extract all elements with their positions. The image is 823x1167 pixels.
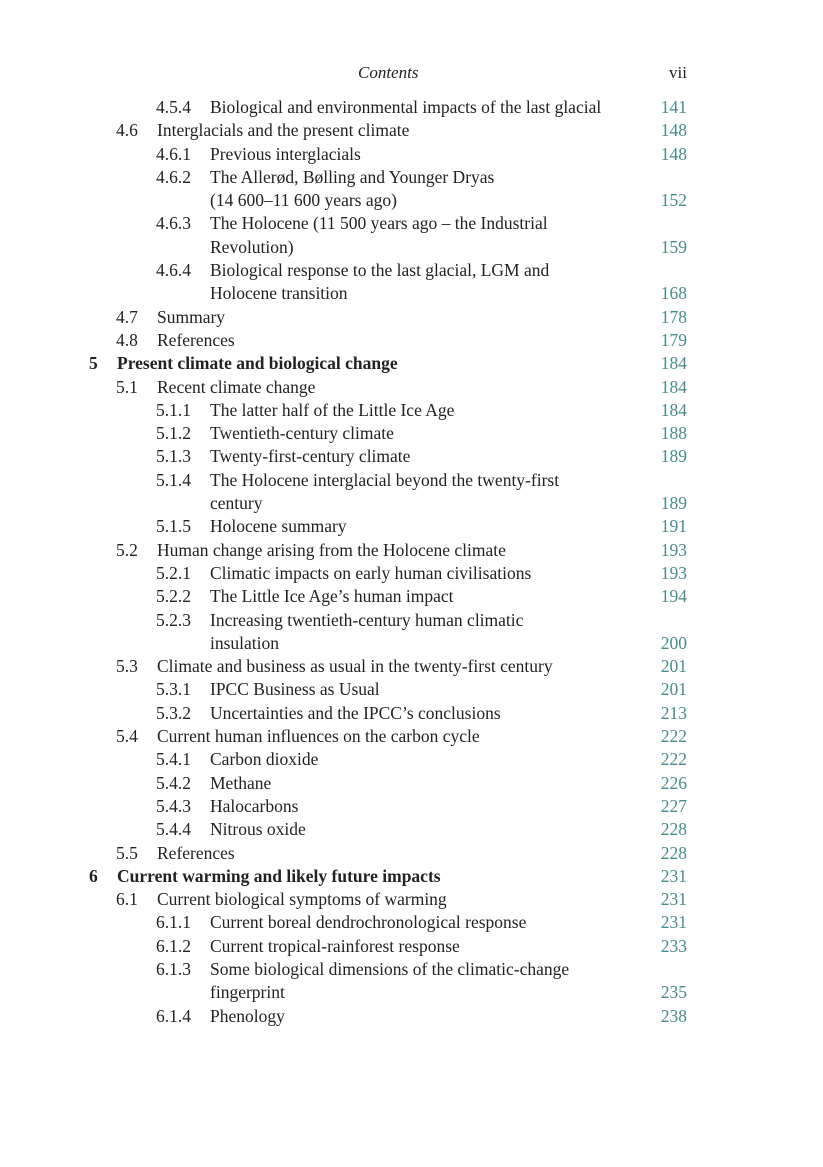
toc-entry-number: 5.4 <box>116 726 138 747</box>
page-number: vii <box>669 63 687 82</box>
toc-entry-number: 6.1.3 <box>156 958 191 979</box>
toc-subsection-entry[interactable] <box>0 445 823 468</box>
toc-entry-title-line: The Allerød, Bølling and Younger Dryas <box>210 166 495 187</box>
toc-subsection-entry[interactable] <box>0 259 823 306</box>
toc-subsection-entry[interactable] <box>0 818 823 841</box>
toc-subsection-entry[interactable] <box>0 212 823 259</box>
toc-subsection-entry[interactable] <box>0 702 823 725</box>
toc-entry-title <box>210 562 823 585</box>
toc-page-number[interactable]: 228 <box>660 842 687 863</box>
toc-entry-number: 6.1.1 <box>156 912 191 933</box>
toc-page-number[interactable]: 189 <box>660 493 687 514</box>
toc-entry-title-line: Increasing twentieth-century human climatic <box>210 609 524 630</box>
page-header <box>0 63 823 85</box>
toc-entry-number: 4.7 <box>116 306 138 327</box>
toc-entry-title-line: The latter half of the Little Ice Age <box>210 399 455 420</box>
toc-entry-title <box>210 585 823 608</box>
toc-entry-title-line: Summary <box>157 306 226 327</box>
toc-page-number[interactable]: 159 <box>660 236 687 257</box>
toc-page-number[interactable]: 231 <box>660 889 687 910</box>
toc-subsection-entry[interactable] <box>0 958 823 1005</box>
toc-entry-title-line: The Holocene interglacial beyond the twenty-first <box>210 469 560 490</box>
toc-entry-title-line: Twenty-first-century climate <box>210 446 411 467</box>
toc-page-number[interactable]: 226 <box>660 772 687 793</box>
toc-section-entry[interactable] <box>0 119 823 142</box>
toc-entry-number: 4.6 <box>116 120 138 141</box>
toc-entry-title <box>210 1005 823 1028</box>
toc-entry-title-line: Current tropical-rainforest response <box>210 935 460 956</box>
toc-entry-title <box>210 772 823 795</box>
toc-entry-title <box>210 445 823 468</box>
toc-subsection-entry[interactable] <box>0 515 823 538</box>
toc-entry-title <box>210 935 823 958</box>
toc-entry-title-line: Human change arising from the Holocene climate <box>157 539 506 560</box>
toc-entry-title <box>210 422 823 445</box>
toc-entry-title <box>210 702 823 725</box>
toc-page-number[interactable]: 193 <box>660 562 687 583</box>
toc-section-entry[interactable] <box>0 306 823 329</box>
toc-entry-title <box>157 888 823 911</box>
toc-entry-title-line: century <box>210 493 263 514</box>
toc-subsection-entry[interactable] <box>0 143 823 166</box>
toc-entry-title-line: Twentieth-century climate <box>210 423 394 444</box>
toc-page-number[interactable]: 193 <box>660 539 687 560</box>
toc-entry-title <box>210 143 823 166</box>
toc-entry-title-line: insulation <box>210 632 280 653</box>
toc-entry-title-line: Current warming and likely future impacts <box>117 865 441 886</box>
toc-entry-number: 5.3.2 <box>156 702 191 723</box>
toc-page-number[interactable]: 213 <box>660 702 687 723</box>
toc-entry-title-line: Phenology <box>210 1005 285 1026</box>
toc-entry-title-line: Climate and business as usual in the twenty-first century <box>157 656 553 677</box>
toc-entry-number: 5.3 <box>116 656 138 677</box>
toc-subsection-entry[interactable] <box>0 562 823 585</box>
toc-entry-number: 5.3.1 <box>156 679 191 700</box>
toc-entry-title-line: Nitrous oxide <box>210 819 306 840</box>
toc-page-number[interactable]: 178 <box>660 306 687 327</box>
toc-entry-number: 5.1.5 <box>156 516 191 537</box>
toc-entry-number: 5.1 <box>116 376 138 397</box>
toc-section-entry[interactable] <box>0 376 823 399</box>
toc-entry-title <box>157 655 823 678</box>
toc-entry-number: 4.6.2 <box>156 166 191 187</box>
toc-entry-number: 4.5.4 <box>156 97 191 117</box>
toc-page-number[interactable]: 148 <box>660 143 687 164</box>
toc-page-number[interactable]: 228 <box>660 819 687 840</box>
toc-entry-title <box>157 842 823 865</box>
toc-page-number[interactable]: 231 <box>660 865 687 886</box>
toc-entry-number: 5.2 <box>116 539 138 560</box>
toc-subsection-entry[interactable] <box>0 96 823 119</box>
toc-entry-title <box>157 725 823 748</box>
toc-entry-title-line: Current biological symptoms of warming <box>157 889 447 910</box>
toc-entry-title-line: Present climate and biological change <box>117 353 398 374</box>
toc-entry-title <box>210 96 823 119</box>
toc-entry-title <box>157 306 823 329</box>
toc-entry-title <box>157 539 823 562</box>
toc-page-number[interactable]: 179 <box>660 329 687 350</box>
toc-entry-number: 5.1.4 <box>156 469 191 490</box>
toc-entry-title-line: Carbon dioxide <box>210 749 319 770</box>
toc-page-number[interactable]: 141 <box>660 97 687 117</box>
toc-subsection-entry[interactable] <box>0 678 823 701</box>
toc-entry-number: 5.2.2 <box>156 586 191 607</box>
toc-subsection-entry[interactable] <box>0 911 823 934</box>
toc-entry-number: 5 <box>89 353 98 374</box>
toc-entry-number: 6.1.4 <box>156 1005 191 1026</box>
toc-entry-number: 6.1 <box>116 889 138 910</box>
toc-page-number[interactable]: 238 <box>660 1005 687 1026</box>
running-title: Contents <box>358 63 419 82</box>
toc-page-number[interactable]: 184 <box>660 399 687 420</box>
toc-entry-title-line: Previous interglacials <box>210 143 361 164</box>
toc-entry-title-line: Climatic impacts on early human civilisations <box>210 562 532 583</box>
toc-entry-number: 5.4.2 <box>156 772 191 793</box>
toc-entry-title <box>210 911 823 934</box>
toc-entry-number: 5.4.4 <box>156 819 191 840</box>
toc-section-entry[interactable] <box>0 329 823 352</box>
toc-entry-title <box>210 469 823 516</box>
toc-entry-number: 4.6.4 <box>156 260 191 281</box>
toc-chapter-entry[interactable] <box>0 865 823 888</box>
toc-entry-title <box>210 212 823 259</box>
toc-entry-title <box>210 166 823 213</box>
table-of-contents <box>0 96 823 1028</box>
toc-page-number[interactable]: 191 <box>660 516 687 537</box>
toc-entry-title-line: Biological response to the last glacial, LGM and <box>210 260 550 281</box>
toc-subsection-entry[interactable] <box>0 935 823 958</box>
toc-entry-title-line: Some biological dimensions of the climatic-change <box>210 958 570 979</box>
toc-entry-title-line: Methane <box>210 772 272 793</box>
toc-entry-number: 5.1.2 <box>156 423 191 444</box>
toc-subsection-entry[interactable] <box>0 609 823 656</box>
toc-entry-title <box>210 678 823 701</box>
toc-entry-title-line: Interglacials and the present climate <box>157 120 410 141</box>
toc-section-entry[interactable] <box>0 842 823 865</box>
toc-subsection-entry[interactable] <box>0 166 823 213</box>
toc-page-number[interactable]: 222 <box>660 749 687 770</box>
toc-entry-title <box>210 795 823 818</box>
toc-entry-title <box>157 329 823 352</box>
toc-entry-number: 6.1.2 <box>156 935 191 956</box>
toc-entry-title <box>157 119 823 142</box>
toc-entry-title <box>210 515 823 538</box>
toc-entry-number: 6 <box>89 865 98 886</box>
toc-entry-title-line: Holocene summary <box>210 516 347 537</box>
toc-page-number[interactable]: 152 <box>660 190 687 211</box>
toc-entry-title-line: Revolution) <box>210 236 294 257</box>
toc-entry-title-line: The Little Ice Age’s human impact <box>210 586 454 607</box>
toc-section-entry[interactable] <box>0 888 823 911</box>
toc-page-number[interactable]: 201 <box>660 679 687 700</box>
toc-entry-title-line: IPCC Business as Usual <box>210 679 380 700</box>
toc-section-entry[interactable] <box>0 725 823 748</box>
toc-entry-title-line: Holocene transition <box>210 283 348 304</box>
toc-entry-title <box>210 818 823 841</box>
toc-entry-number: 4.6.1 <box>156 143 191 164</box>
toc-page-number[interactable]: 235 <box>660 982 687 1003</box>
toc-entry-title <box>210 748 823 771</box>
toc-section-entry[interactable] <box>0 655 823 678</box>
toc-entry-title-line: Recent climate change <box>157 376 316 397</box>
toc-entry-title-line: Uncertainties and the IPCC’s conclusions <box>210 702 501 723</box>
toc-page-number[interactable]: 168 <box>660 283 687 304</box>
toc-entry-title-line: Halocarbons <box>210 795 299 816</box>
toc-entry-title-line: The Holocene (11 500 years ago – the Industrial <box>210 213 548 234</box>
toc-page-number[interactable]: 189 <box>660 446 687 467</box>
toc-chapter-entry[interactable] <box>0 352 823 375</box>
toc-entry-title <box>117 352 823 375</box>
toc-page-number[interactable]: 233 <box>660 935 687 956</box>
toc-page-number[interactable]: 222 <box>660 726 687 747</box>
toc-subsection-entry[interactable] <box>0 795 823 818</box>
toc-page-number[interactable]: 184 <box>660 376 687 397</box>
toc-entry-title <box>210 399 823 422</box>
toc-subsection-entry[interactable] <box>0 585 823 608</box>
toc-page-number[interactable]: 188 <box>660 423 687 444</box>
toc-page-number[interactable]: 201 <box>660 656 687 677</box>
toc-section-entry[interactable] <box>0 539 823 562</box>
toc-page-number[interactable]: 184 <box>660 353 687 374</box>
toc-subsection-entry[interactable] <box>0 1005 823 1028</box>
toc-page-number[interactable]: 200 <box>660 632 687 653</box>
toc-page-number[interactable]: 227 <box>660 795 687 816</box>
toc-entry-number: 4.6.3 <box>156 213 191 234</box>
toc-subsection-entry[interactable] <box>0 469 823 516</box>
toc-page-number[interactable]: 231 <box>660 912 687 933</box>
toc-entry-title <box>210 259 823 306</box>
toc-entry-title <box>157 376 823 399</box>
toc-entry-title-line: References <box>157 842 235 863</box>
toc-entry-title-line: References <box>157 329 235 350</box>
toc-entry-number: 5.4.1 <box>156 749 191 770</box>
toc-page-number[interactable]: 194 <box>660 586 687 607</box>
toc-entry-number: 5.2.1 <box>156 562 191 583</box>
toc-page-number[interactable]: 148 <box>660 120 687 141</box>
toc-entry-title-line: Current human influences on the carbon cycle <box>157 726 480 747</box>
toc-entry-title <box>117 865 823 888</box>
toc-entry-number: 5.1.1 <box>156 399 191 420</box>
toc-entry-title-line: (14 600–11 600 years ago) <box>210 190 397 211</box>
toc-subsection-entry[interactable] <box>0 399 823 422</box>
toc-entry-title-line: Current boreal dendrochronological response <box>210 912 527 933</box>
toc-entry-number: 5.1.3 <box>156 446 191 467</box>
toc-entry-title-line: Biological and environmental impacts of the last glacial <box>210 97 602 117</box>
toc-subsection-entry[interactable] <box>0 772 823 795</box>
toc-subsection-entry[interactable] <box>0 748 823 771</box>
toc-entry-number: 5.4.3 <box>156 795 191 816</box>
toc-entry-number: 5.2.3 <box>156 609 191 630</box>
toc-subsection-entry[interactable] <box>0 422 823 445</box>
toc-entry-number: 5.5 <box>116 842 138 863</box>
toc-entry-number: 4.8 <box>116 329 138 350</box>
toc-entry-title <box>210 958 823 1005</box>
toc-entry-title <box>210 609 823 656</box>
toc-entry-title-line: fingerprint <box>210 982 285 1003</box>
